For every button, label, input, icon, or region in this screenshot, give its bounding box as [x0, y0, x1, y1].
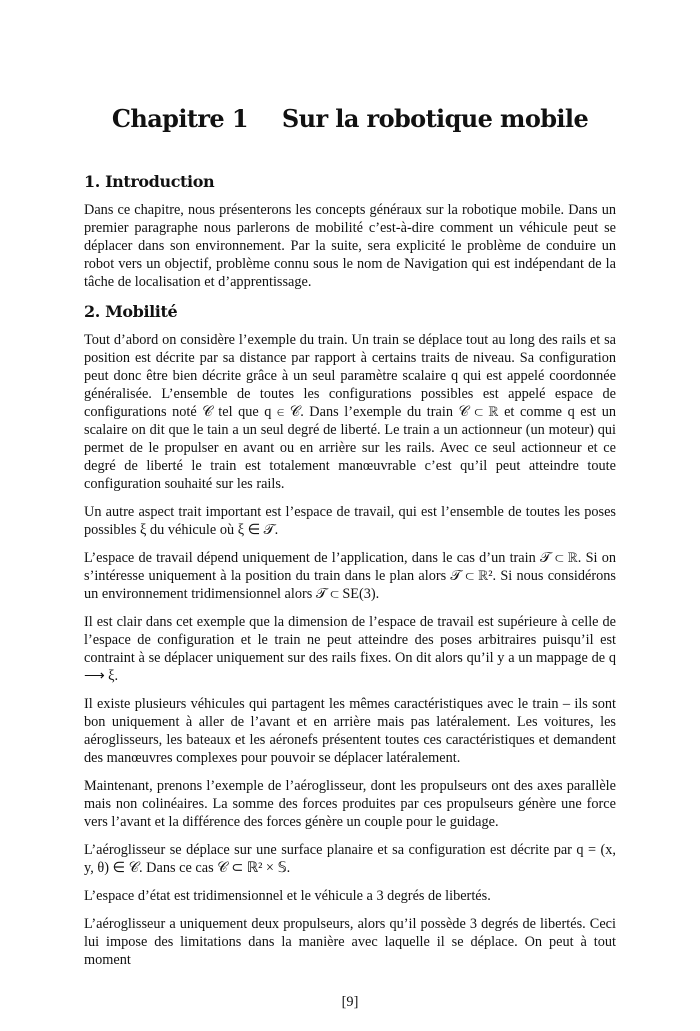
- paragraph: L’aéroglisseur se déplace sur une surface planaire et sa configuration est décrite par q = (x, y, θ) ∈ 𝒞. Dans ce cas 𝒞 ⊂ ℝ² × 𝕊.: [84, 842, 616, 876]
- chapter-title: [84, 104, 616, 134]
- section-heading-introduction: 1. Introduction: [84, 172, 215, 191]
- paragraph: Il est clair dans cet exemple que la dimension de l’espace de travail est supérieure à celle de l’espace de configuration et le train ne peut atteindre des poses arbitraires puisqu’il est contraint à se déplacer uniquement sur des rails fixes. On dit alors qu’il y a un mappage de q ⟶ ξ.: [84, 614, 616, 684]
- section-heading-mobilite: 2. Mobilité: [84, 302, 178, 321]
- paragraph: Maintenant, prenons l’exemple de l’aéroglisseur, dont les propulseurs ont des axes parallèle mais non colinéaires. La somme des forces produites par ces propulseurs génère une force vers l’avant et la différence des forces génère un couple pour le guidage.: [84, 778, 616, 830]
- paragraph: L’espace de travail dépend uniquement de l’application, dans le cas d’un train 𝒯 ⊂ ℝ. Si on s’intéresse uniquement à la position du train dans le plan alors 𝒯 ⊂ ℝ². Si nous considérons un environnement tridimensionnel alors 𝒯 ⊂ SE(3).: [84, 550, 616, 602]
- chapter-name: Sur la robotique mobile: [281, 104, 589, 133]
- paragraph: Un autre aspect trait important est l’espace de travail, qui est l’ensemble de toutes les poses possibles ξ du véhicule où ξ ∈ 𝒯.: [84, 504, 616, 538]
- paragraph: Tout d’abord on considère l’exemple du train. Un train se déplace tout au long des rails et sa position est décrite par sa distance par rapport à certains traits de niveau. Sa configuration peut donc être bien décrite grâce à un seul paramètre scalaire q qui est appelé coordonnée généralisée. L’ensemble de toutes les configurations possibles est appelé espace de configurations noté 𝒞 tel que q ∈ 𝒞. Dans l’exemple du train 𝒞 ⊂ ℝ et comme q est un scalaire on dit que le tain a un seul degré de liberté. Le train a un actionneur (un moteur) qui permet de le propulser en avant ou en arrière sur les rails. Avec ce seul actionneur et ce degré de liberté le train est totalement manœuvrable c’est qu’il peut atteindre toute configuration souhaité sur les rails.: [84, 332, 616, 492]
- paragraph: L’espace d’état est tridimensionnel et le véhicule a 3 degrés de libertés.: [84, 888, 491, 904]
- paragraph: Dans ce chapitre, nous présenterons les concepts généraux sur la robotique mobile. Dans un premier paragraphe nous parlerons de mobilité c’est-à-dire comment un véhicule peut se déplacer dans son environnement. Par la suite, sera explicité le problème de conduire un robot vers un objectif, problème connu sous le nom de Navigation qui est indépendant de la tâche de localisation et d’apprentissage.: [84, 202, 616, 290]
- page-number: [9]: [341, 994, 359, 1010]
- document-page: [84, 0, 616, 1031]
- page-body: [84, 171, 616, 969]
- paragraph: Il existe plusieurs véhicules qui partagent les mêmes caractéristiques avec le train – ils sont bon uniquement à aller de l’avant et en arrière mais pas latéralement. Les voitures, les aéroglisseurs, les bateaux et les aéronefs présentent toutes ces caractéristiques et demandent des manœuvres complexes pour pouvoir se déplacer latéralement.: [84, 696, 616, 766]
- chapter-number: Chapitre 1: [111, 104, 248, 133]
- paragraph: L’aéroglisseur a uniquement deux propulseurs, alors qu’il possède 3 degrés de libertés. Ceci lui impose des limitations dans la manière avec laquelle il se déplace. On peut à tout moment: [84, 916, 616, 968]
